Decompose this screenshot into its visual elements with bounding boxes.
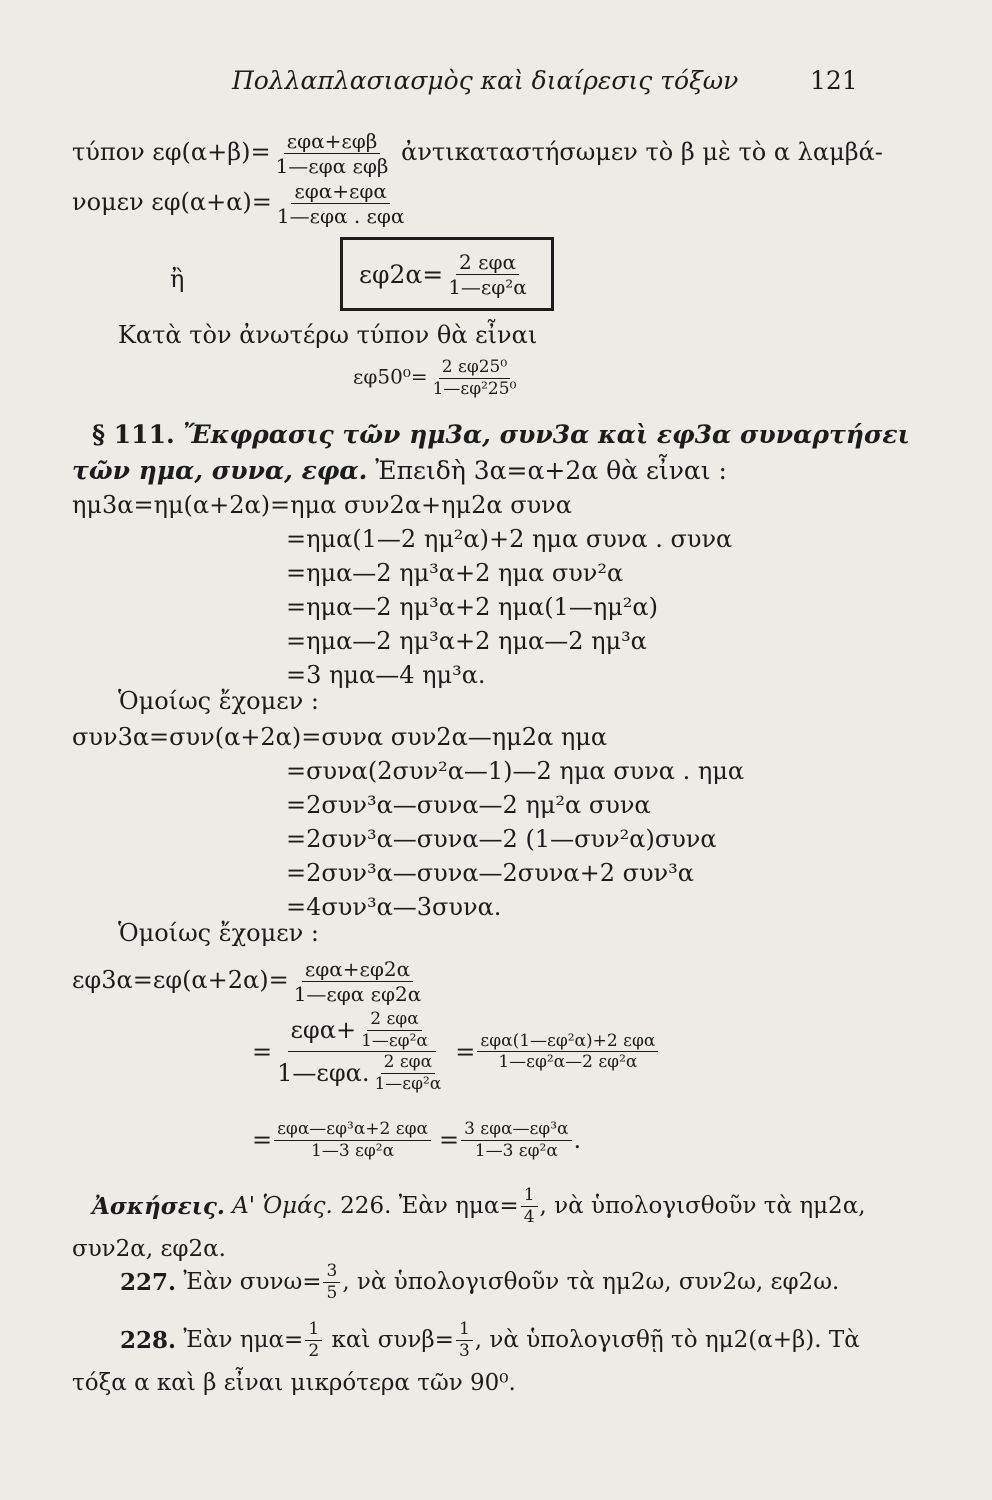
inner-fraction	[371, 1053, 444, 1093]
fraction-numerator: 2 εφα	[381, 1053, 435, 1074]
boxed-formula	[340, 237, 554, 311]
fraction-numerator: 2 εφ25⁰	[439, 358, 510, 379]
cos3-line: =4συν³α—3συνα.	[286, 893, 502, 921]
fraction-numerator: 3	[323, 1262, 340, 1283]
cos3-line: =2συν³α—συνα—2συνα+2 συν³α	[286, 859, 694, 887]
fraction-numerator: 2 εφα	[367, 1010, 421, 1031]
fraction-numerator: εφα(1—εφ²α)+2 εφα	[477, 1032, 658, 1053]
cos3-line: =2συν³α—συνα—2 ημ²α συνα	[286, 791, 651, 819]
tan3-line-1	[72, 958, 426, 1005]
equals-sign: =	[438, 1126, 460, 1155]
section-heading-2	[72, 456, 727, 486]
exercise-228-cont: τόξα α καὶ β εἶναι μικρότερα τῶν 90⁰.	[72, 1370, 516, 1396]
fraction-denominator: 1—εφα εφβ	[275, 154, 389, 178]
fraction-numerator: 2 εφα	[456, 251, 519, 275]
cos3-line: =2συν³α—συνα—2 (1—συν²α)συνα	[286, 825, 717, 853]
tan3-fraction-r3	[461, 1120, 571, 1160]
fraction-denominator: 1—3 εφ²α	[311, 1140, 395, 1161]
or-word: ἢ	[170, 265, 185, 293]
period: .	[573, 1126, 582, 1155]
exercise-text: καὶ συνβ=	[331, 1327, 454, 1354]
intro-line-1	[72, 130, 883, 177]
equals-sign: =	[252, 1037, 273, 1066]
fraction-denominator: 1—εφ²α	[361, 1030, 428, 1051]
fraction-numerator: εφα+εφα	[291, 180, 390, 204]
section-title-cont: τῶν ημα, συνα, εφα.	[72, 456, 368, 485]
tan3-lhs: εφ3α=εφ(α+2α)=	[72, 966, 289, 994]
page-number: 121	[810, 66, 858, 95]
tan-sum-fraction	[273, 130, 392, 177]
sin3-line: =ημα(1—2 ημ²α)+2 ημα συνα . συνα	[286, 525, 733, 553]
exercise-number: 226.	[340, 1193, 392, 1220]
exercise-text: Ἐὰν ημα=	[398, 1193, 519, 1220]
fraction-denominator: 1—εφ²α—2 εφ²α	[498, 1052, 638, 1073]
section-intro-text: Ἐπειδὴ 3α=α+2α θὰ εἶναι :	[375, 456, 727, 485]
exercise-228	[120, 1320, 860, 1360]
exercise-number: 227.	[120, 1268, 177, 1296]
exercise-fraction	[305, 1320, 322, 1360]
exercise-226-cont: συν2α, εφ2α.	[72, 1236, 226, 1262]
sin3-line: =3 ημα—4 ημ³α.	[286, 661, 486, 689]
fraction-denominator: 1—εφα εφ2α	[293, 982, 422, 1006]
tan3-fraction-1	[291, 958, 425, 1005]
equals-sign: =	[252, 1126, 273, 1155]
section-title: Ἔκφρασις τῶν ημ3α, συν3α καὶ εφ3α συναρτήσει	[183, 420, 910, 449]
fraction-denominator: 2	[308, 1340, 320, 1361]
compound-den-text: 1—εφα.	[277, 1059, 370, 1088]
tan-double-fraction	[274, 180, 408, 227]
fraction-numerator: 1	[456, 1320, 473, 1341]
exercise-text: , νὰ ὑπολογισθοῦν τὰ ημ2ω, συν2ω, εφ2ω.	[342, 1269, 840, 1296]
section-heading-1	[92, 420, 910, 450]
cos3-line: =συνα(2συν²α—1)—2 ημα συνα . ημα	[286, 757, 745, 785]
fraction-denominator: 1—εφ²25⁰	[432, 378, 517, 399]
exercise-fraction	[323, 1262, 340, 1302]
example-lhs: εφ50⁰=	[353, 364, 428, 389]
inner-fraction	[358, 1010, 431, 1050]
fraction-numerator: 3 εφα—εφ³α	[461, 1120, 571, 1141]
exercise-text: , νὰ ὑπολογισθοῦν τὰ ημ2α,	[539, 1193, 866, 1220]
compound-num-text: εφα+	[290, 1015, 357, 1044]
boxed-lhs: εφ2α=	[359, 259, 444, 289]
fraction-numerator: εφα—εφ³α+2 εφα	[274, 1120, 431, 1141]
sin3-line: ημ3α=ημ(α+2α)=ημα συν2α+ημ2α συνα	[72, 491, 572, 519]
boxed-fraction	[445, 251, 530, 298]
exercise-fraction	[456, 1320, 473, 1360]
example-fraction	[430, 358, 520, 398]
intro-l2-lhs: νομεν εφ(α+α)=	[72, 188, 272, 216]
exercise-text: Ἐὰν ημα=	[183, 1327, 304, 1354]
tan3-line-2	[252, 1010, 660, 1094]
equals-sign: =	[455, 1037, 476, 1066]
fraction-numerator: 1	[521, 1186, 538, 1207]
exercise-226	[92, 1186, 866, 1226]
fraction-denominator: 1—3 εφ²α	[474, 1140, 558, 1161]
fraction-numerator: 1	[305, 1320, 322, 1341]
exercise-text: , νὰ ὑπολογισθῇ τὸ ημ2(α+β). Τὰ	[474, 1327, 860, 1354]
exercise-fraction	[521, 1186, 538, 1226]
similarly-label: Ὁμοίως ἔχομεν :	[118, 687, 319, 715]
exercise-text: Ἐὰν συνω=	[183, 1269, 322, 1296]
exercise-number: 228.	[120, 1326, 177, 1354]
compound-fraction	[274, 1010, 449, 1094]
fraction-denominator: 1—εφα . εφα	[276, 204, 405, 228]
intro-line-2	[72, 180, 409, 227]
fraction-denominator: 4	[523, 1206, 535, 1227]
similarly-label: Ὁμοίως ἔχομεν :	[118, 919, 319, 947]
sin3-line: =ημα—2 ημ³α+2 ημα συν²α	[286, 559, 624, 587]
intro-l1-lhs: τύπον εφ(α+β)=	[72, 138, 271, 166]
fraction-denominator: 3	[458, 1340, 470, 1361]
fraction-denominator: 5	[326, 1282, 338, 1303]
running-title: Πολλαπλασιασμὸς καὶ διαίρεσις τόξων	[232, 66, 739, 95]
fraction-denominator: 1—εφ²α	[448, 274, 527, 299]
tan3-fraction-r1	[477, 1032, 658, 1072]
section-number: § 111.	[92, 420, 175, 449]
kata-line: Κατὰ τὸν ἀνωτέρω τύπον θὰ εἶναι	[118, 321, 538, 349]
exercise-227	[120, 1262, 839, 1302]
cos3-line: συν3α=συν(α+2α)=συνα συν2α—ημ2α ημα	[72, 723, 608, 751]
fraction-numerator: εφα+εφβ	[284, 130, 381, 154]
intro-l1-text: ἀντικαταστήσωμεν τὸ β μὲ τὸ α λαμβά-	[401, 138, 883, 166]
fraction-denominator: 1—εφ²α	[374, 1074, 442, 1095]
fraction-numerator: εφα+εφ2α	[302, 958, 413, 982]
tan3-fraction-r2	[274, 1120, 431, 1160]
exercises-group: Α' Ὁμάς.	[232, 1193, 333, 1220]
sin3-line: =ημα—2 ημ³α+2 ημα(1—ημ²α)	[286, 593, 658, 621]
exercises-heading: Ἀσκήσεις.	[92, 1192, 225, 1220]
sin3-line: =ημα—2 ημ³α+2 ημα—2 ημ³α	[286, 627, 647, 655]
example-formula	[353, 358, 521, 398]
tan3-line-3	[252, 1120, 581, 1160]
